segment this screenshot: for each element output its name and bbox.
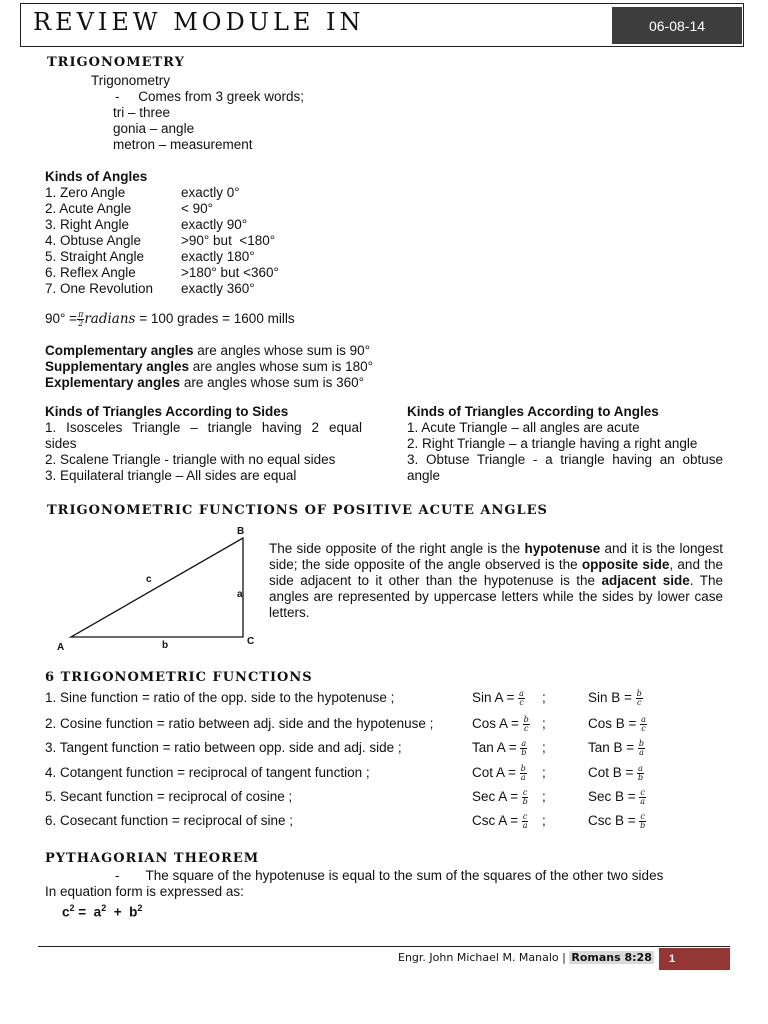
fraction-denominator: c <box>641 724 646 733</box>
fraction-numerator: c <box>640 788 645 797</box>
page-title: REVIEW MODULE IN <box>33 8 365 36</box>
intro-bullet: - Comes from 3 greek words; <box>115 89 305 104</box>
formula-fraction <box>518 690 525 707</box>
angles-heading: Kinds of Angles <box>45 169 148 184</box>
fraction-denominator: b <box>640 821 646 830</box>
function-description: 1. Sine function = ratio of the opp. side to the hypotenuse ; <box>45 690 395 705</box>
formula-fraction <box>520 765 527 782</box>
fraction-denominator: c <box>519 698 524 707</box>
list-item <box>45 281 345 297</box>
separator: ; <box>542 716 546 731</box>
angle-value: exactly 90° <box>181 217 248 232</box>
list-item: 1. Isosceles Triangle – triangle having 2 equal sides <box>45 420 366 451</box>
formula-label: Csc B = <box>588 813 640 829</box>
fraction-numerator: c <box>522 788 528 797</box>
definition: are angles whose sum is 180° <box>189 359 374 374</box>
conversion-prefix: 90° = <box>45 311 78 327</box>
formula-label: Tan B = <box>588 740 638 756</box>
term: Explementary angles <box>45 375 181 390</box>
author-name: Engr. John Michael M. Manalo | <box>398 951 570 964</box>
formula-fraction <box>520 740 527 757</box>
definition-explementary <box>45 375 364 390</box>
angle-name: 4. Obtuse Angle <box>45 233 142 248</box>
formula-label: Csc A = <box>472 813 522 829</box>
function-formula-b <box>588 716 647 733</box>
term-opposite-side: opposite side <box>581 557 670 572</box>
separator: ; <box>542 789 546 804</box>
right-triangle-diagram <box>50 524 265 656</box>
triangles-sides-heading: Kinds of Triangles According to Sides <box>45 404 289 419</box>
text: The side opposite of the right angle is the <box>269 541 525 556</box>
radians-word: radians <box>84 311 136 328</box>
text: . The angles are represented by uppercase letters while the sides by lower case letters. <box>269 573 723 620</box>
list-item: 3. Equilateral triangle – All sides are equal <box>45 468 297 483</box>
formula-label: Sin B = <box>588 690 636 706</box>
fraction-numerator: b <box>520 764 526 773</box>
greek-word-item: tri – three <box>113 105 171 120</box>
fraction-denominator: a <box>639 748 644 757</box>
list-item: 2. Scalene Triangle - triangle with no equal sides <box>45 452 336 467</box>
separator: ; <box>542 813 546 828</box>
pythagorean-equation <box>62 903 142 920</box>
function-formula-b <box>588 813 646 830</box>
greek-word-item: metron – measurement <box>113 137 253 152</box>
function-formula-a <box>472 765 527 782</box>
formula-fraction <box>639 813 645 830</box>
fraction-denominator: b <box>521 748 527 757</box>
term: Supplementary angles <box>45 359 190 374</box>
fraction-numerator: b <box>638 739 645 748</box>
vertex-label-c: C <box>247 636 255 647</box>
term-hypotenuse: hypotenuse <box>524 541 601 556</box>
greek-word-item: gonia – angle <box>113 121 195 136</box>
eq-exponent: 2 <box>69 903 75 913</box>
date-badge: 06-08-14 <box>612 7 742 44</box>
function-formula-b <box>588 690 643 707</box>
formula-label: Cos B = <box>588 716 641 732</box>
fraction-numerator: a <box>519 689 524 698</box>
fraction-numerator: a <box>521 739 527 748</box>
function-formula-a <box>472 813 528 830</box>
eq-term: = a <box>74 904 102 920</box>
text: , and the side adjacent to it other than the hypotenuse is the <box>269 557 723 588</box>
fraction-denominator: a <box>522 821 528 830</box>
footer-divider <box>38 946 730 947</box>
fraction-denominator: a <box>520 773 526 782</box>
formula-label: Sec A = <box>472 789 522 805</box>
function-formula-a <box>472 716 530 733</box>
formula-label: Cot B = <box>588 765 638 781</box>
formula-fraction <box>522 813 528 830</box>
fraction-denominator: c <box>636 698 642 707</box>
formula-fraction <box>523 716 530 733</box>
angle-value: exactly 360° <box>181 281 255 296</box>
separator: ; <box>542 740 546 755</box>
triangles-angles-heading: Kinds of Triangles According to Angles <box>407 404 659 419</box>
list-item <box>45 217 345 233</box>
fraction-denominator: a <box>640 797 646 806</box>
fraction-numerator: b <box>636 689 642 698</box>
term-adjacent-side: adjacent side <box>601 573 690 588</box>
fraction-numerator: a <box>641 715 646 724</box>
angle-name: 7. One Revolution <box>45 281 154 296</box>
list-item <box>45 233 345 249</box>
fraction-numerator: c <box>522 812 528 821</box>
separator: ; <box>542 690 546 705</box>
page-number: 1 <box>659 948 730 970</box>
text: and it is the longest side; the side opposite of the angle observed is the <box>269 541 723 572</box>
definition-complementary <box>45 343 370 358</box>
function-formula-a <box>472 690 525 707</box>
eq-term: + b <box>106 904 138 920</box>
formula-fraction <box>640 716 647 733</box>
formula-fraction <box>637 765 644 782</box>
fraction-denominator: b <box>637 773 644 782</box>
list-item <box>45 185 345 201</box>
list-item <box>45 249 345 265</box>
function-formula-a <box>472 789 528 806</box>
pythagorean-statement: - The square of the hypotenuse is equal to the sum of the squares of the other two sides <box>115 868 664 883</box>
list-item: 3. Obtuse Triangle - a triangle having an obtuse angle <box>407 452 727 483</box>
angle-value: >90° but <180° <box>181 233 276 248</box>
section-heading-six-functions: 6 TRIGONOMETRIC FUNCTIONS <box>45 670 313 685</box>
fraction-denominator: b <box>522 797 528 806</box>
function-formula-b <box>588 789 646 806</box>
angle-value: >180° but <360° <box>181 265 279 280</box>
formula-label: Cos A = <box>472 716 523 732</box>
section-heading-trig-functions: TRIGONOMETRIC FUNCTIONS OF POSITIVE ACUTE ANGLES <box>47 503 548 518</box>
conversion-suffix: = 100 grades = 1600 mills <box>135 311 295 327</box>
side-label-c: c <box>146 574 152 585</box>
function-description: 4. Cotangent function = reciprocal of tangent function ; <box>45 765 370 780</box>
function-description: 5. Secant function = reciprocal of cosine ; <box>45 789 293 804</box>
verse-reference: Romans 8:28 <box>571 951 652 964</box>
triangle-shape <box>71 538 243 637</box>
fraction-denominator: 2 <box>78 319 84 328</box>
vertex-label-a: A <box>57 642 65 653</box>
formula-fraction <box>638 740 645 757</box>
separator: ; <box>542 765 546 780</box>
formula-fraction <box>522 789 528 806</box>
definition-supplementary <box>45 359 373 374</box>
list-item: 2. Right Triangle – a triangle having a right angle <box>407 436 698 451</box>
fraction-numerator: a <box>638 764 643 773</box>
fraction-numerator: π <box>78 310 84 319</box>
eq-exponent: 2 <box>101 903 107 913</box>
angle-conversion <box>45 311 295 328</box>
formula-label: Sec B = <box>588 789 640 805</box>
angle-name: 3. Right Angle <box>45 217 130 232</box>
fraction-denominator: c <box>523 724 529 733</box>
function-formula-b <box>588 740 645 757</box>
footer-author <box>398 951 654 964</box>
angle-value: exactly 0° <box>181 185 240 200</box>
definition: are angles whose sum is 360° <box>180 375 365 390</box>
section-heading-pythagorean: PYTHAGORIAN THEOREM <box>45 851 260 866</box>
pythagorean-intro: In equation form is expressed as: <box>45 884 244 899</box>
eq-term: c <box>62 904 70 920</box>
function-formula-b <box>588 765 644 782</box>
list-item <box>45 201 345 217</box>
angle-name: 6. Reflex Angle <box>45 265 136 280</box>
eq-exponent: 2 <box>137 903 143 913</box>
definition: are angles whose sum is 90° <box>193 343 371 358</box>
formula-label: Tan A = <box>472 740 521 756</box>
formula-fraction <box>639 789 645 806</box>
list-item: 1. Acute Triangle – all angles are acute <box>407 420 640 435</box>
side-label-b: b <box>162 640 169 651</box>
function-description: 2. Cosine function = ratio between adj. side and the hypotenuse ; <box>45 716 434 731</box>
angle-name: 2. Acute Angle <box>45 201 132 216</box>
function-formula-a <box>472 740 527 757</box>
vertex-label-b: B <box>237 526 245 537</box>
term: Complementary angles <box>45 343 194 358</box>
angles-list <box>45 185 345 297</box>
list-item <box>45 265 345 281</box>
angle-name: 1. Zero Angle <box>45 185 126 200</box>
fraction-numerator: c <box>640 812 645 821</box>
angle-value: < 90° <box>181 201 214 216</box>
function-description: 6. Cosecant function = reciprocal of sine ; <box>45 813 294 828</box>
angle-value: exactly 180° <box>181 249 255 264</box>
function-description: 3. Tangent function = ratio between opp. side and adj. side ; <box>45 740 402 755</box>
fraction-numerator: b <box>523 715 529 724</box>
intro-subheading: Trigonometry <box>91 73 171 88</box>
formula-label: Cot A = <box>472 765 520 781</box>
angle-name: 5. Straight Angle <box>45 249 145 264</box>
triangle-description <box>269 541 723 621</box>
formula-fraction <box>636 690 643 707</box>
formula-label: Sin A = <box>472 690 519 706</box>
side-label-a: a <box>237 589 243 600</box>
section-heading-trigonometry: TRIGONOMETRY <box>47 55 185 70</box>
